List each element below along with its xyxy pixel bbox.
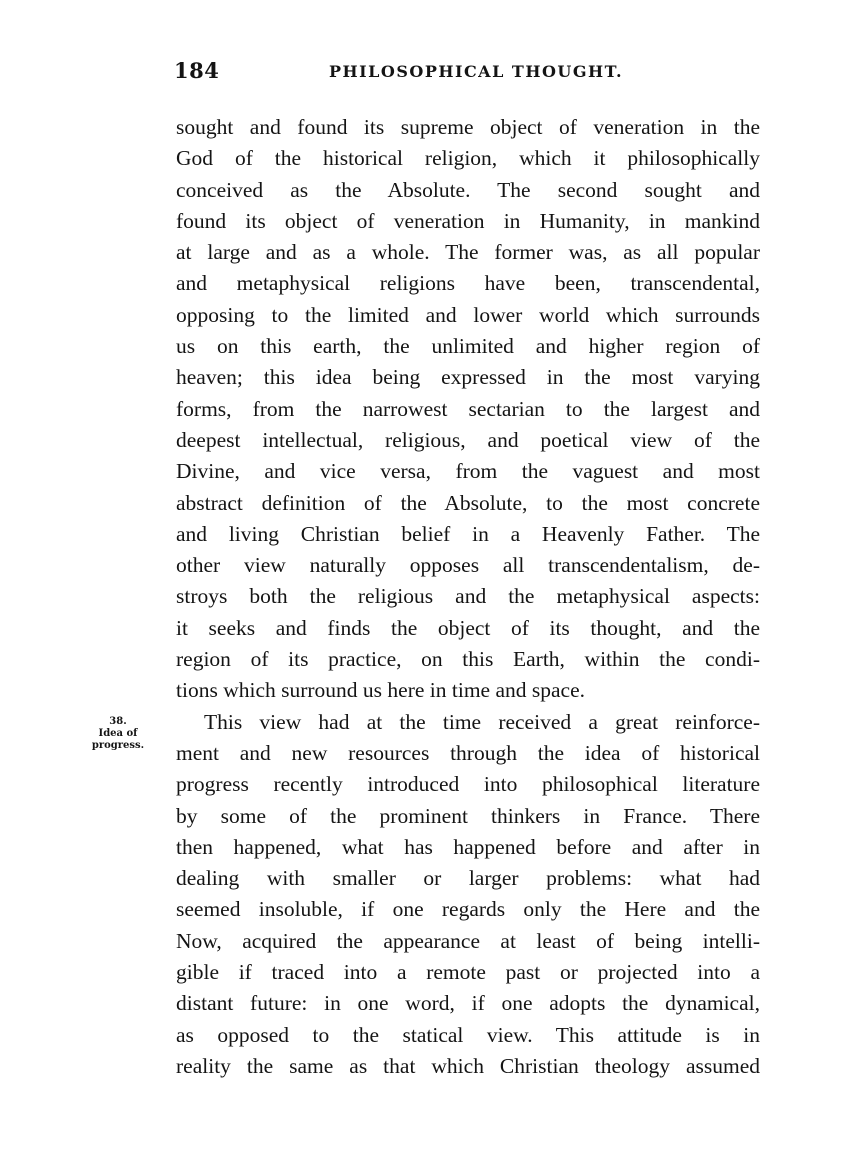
text-line: forms, from the narrowest sectarian to the largest and	[176, 396, 760, 421]
body-text	[176, 112, 760, 1082]
text-line: and living Christian belief in a Heavenly Father. The	[176, 521, 760, 546]
margin-note-line: Idea of	[98, 728, 138, 739]
text-line: dealing with smaller or larger problems: what had	[176, 866, 760, 891]
text-line: sought and found its supreme object of veneration in the	[176, 115, 760, 139]
text-line: then happened, what has happened before and after in	[176, 834, 760, 859]
text-line: other view naturally opposes all transcendentalism, de-	[176, 553, 760, 578]
text-line: and metaphysical religions have been, transcendental,	[176, 271, 760, 296]
margin-note-number: 38.	[109, 716, 127, 727]
text-line: by some of the prominent thinkers in France. There	[176, 803, 760, 828]
text-line: us on this earth, the unlimited and higher region of	[176, 334, 760, 359]
text-line: it seeks and finds the object of its thought, and the	[176, 615, 760, 640]
paragraph-end-line: tions which surround us here in time and space.	[176, 678, 586, 703]
text-line: as opposed to the statical view. This attitude is in	[176, 1022, 760, 1047]
margin-note	[82, 716, 154, 752]
text-line: opposing to the limited and lower world which surrounds	[176, 302, 760, 327]
text-line: stroys both the religious and the metaphysical aspects:	[176, 584, 760, 609]
page-header	[174, 58, 764, 88]
text-line: reality the same as that which Christian theology assumed	[176, 1053, 760, 1078]
margin-note-line: progress.	[91, 740, 145, 751]
running-title: PHILOSOPHICAL THOUGHT.	[329, 62, 624, 81]
paragraph-start-line: This view had at the time received a great reinforce-	[204, 709, 760, 734]
text-line: deepest intellectual, religious, and poetical view of the	[176, 427, 760, 452]
text-line: region of its practice, on this Earth, within the condi-	[176, 647, 760, 672]
text-line: progress recently introduced into philosophical literature	[176, 772, 760, 797]
text-line: ment and new resources through the idea of historical	[176, 740, 760, 765]
text-line: heaven; this idea being expressed in the most varying	[176, 365, 760, 390]
text-line: God of the historical religion, which it philosophically	[176, 146, 760, 171]
text-line: conceived as the Absolute. The second sought and	[176, 177, 760, 202]
page-number: 184	[174, 58, 220, 83]
text-line: seemed insoluble, if one regards only the Here and the	[176, 897, 760, 922]
text-line: found its object of veneration in Humanity, in mankind	[176, 208, 760, 233]
text-line: Now, acquired the appearance at least of being intelli-	[176, 928, 760, 953]
text-line: at large and as a whole. The former was, as all popular	[176, 240, 760, 265]
text-line: Divine, and vice versa, from the vaguest and most	[176, 459, 760, 484]
text-line: distant future: in one word, if one adopts the dynamical,	[176, 991, 760, 1016]
text-line: gible if traced into a remote past or projected into a	[176, 960, 760, 985]
text-line: abstract definition of the Absolute, to the most concrete	[176, 490, 760, 515]
